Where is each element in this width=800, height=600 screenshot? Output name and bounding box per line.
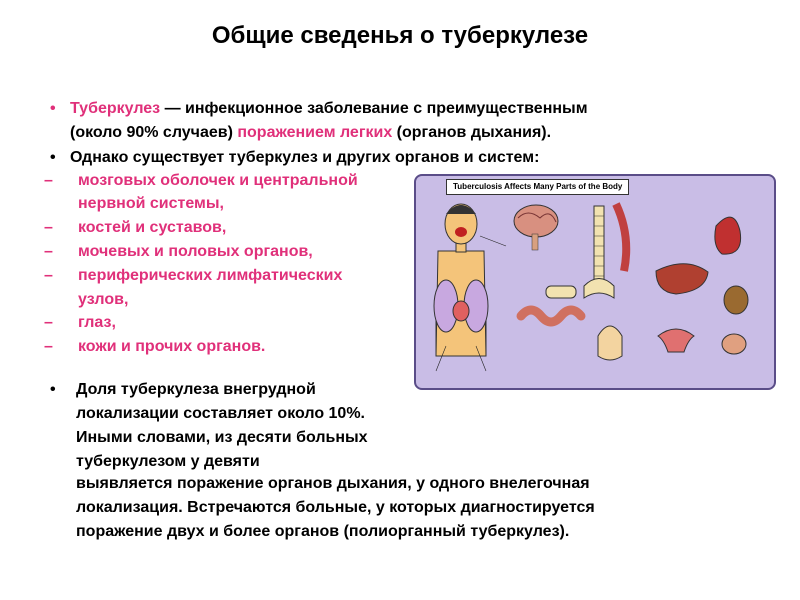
- male-organs: [598, 326, 622, 360]
- slide-title: Общие сведенья о туберкулезе: [211, 22, 589, 49]
- organ-item: периферических лимфатических: [78, 267, 343, 284]
- organ-item: мочевых и половых органов,: [78, 243, 313, 260]
- p3-line: Иными словами, из десяти больных: [76, 429, 368, 446]
- dash-2: –: [44, 219, 53, 236]
- dash-4: –: [44, 267, 53, 284]
- p3-line: поражение двух и более органов (полиорганный туберкулез).: [76, 523, 570, 540]
- p1-line2: [70, 123, 551, 143]
- p2-text: Однако существует туберкулез и других органов и систем:: [70, 149, 540, 166]
- dash-1: –: [44, 172, 53, 189]
- organ-item: нервной системы,: [78, 195, 224, 212]
- bullet-1: •: [50, 100, 56, 117]
- p1-line2a: (около 90% случаев): [70, 124, 238, 141]
- p1-line2c: (органов дыхания).: [392, 124, 552, 141]
- p3-line: Доля туберкулеза внегрудной: [76, 381, 316, 398]
- prostate: [722, 334, 746, 354]
- kidney: [715, 217, 741, 254]
- p3-line: локализации составляет около 10%.: [76, 405, 365, 422]
- spine: [584, 206, 614, 298]
- p1-lung-lesion: поражением легких: [237, 124, 393, 141]
- anatomy-drawing: [416, 176, 778, 392]
- organ-item: узлов,: [78, 291, 129, 308]
- human-figure: [434, 204, 488, 356]
- dash-3: –: [44, 243, 53, 260]
- brain: [514, 205, 558, 250]
- liver: [656, 264, 708, 294]
- term-tuberculosis: Туберкулез: [70, 100, 161, 117]
- bullet-2: •: [50, 149, 56, 166]
- tuberculosis-organs-illustration: [414, 174, 776, 390]
- organ-item: мозговых оболочек и центральной: [78, 172, 358, 189]
- bullet-3: •: [50, 381, 56, 398]
- organ-item: глаз,: [78, 314, 116, 331]
- p3-line: туберкулезом у девяти: [76, 453, 260, 470]
- dash-5: –: [44, 314, 53, 331]
- p1-rest: — инфекционное заболевание с преимущественным: [160, 100, 588, 117]
- bone: [546, 286, 576, 298]
- p3-line: выявляется поражение органов дыхания, у одного внелегочная: [76, 475, 590, 492]
- bladder: [724, 286, 748, 314]
- intestine: [521, 310, 581, 322]
- figure-title: Tuberculosis Affects Many Parts of the Body: [446, 179, 629, 195]
- dash-6: –: [44, 338, 53, 355]
- p3-line: локализация. Встречаются больные, у которых диагностируется: [76, 499, 595, 516]
- organ-item: костей и суставов,: [78, 219, 227, 236]
- organ-item: кожи и прочих органов.: [78, 338, 266, 355]
- uterus: [658, 329, 694, 352]
- p1-line1: [70, 99, 588, 119]
- muscle: [616, 204, 626, 271]
